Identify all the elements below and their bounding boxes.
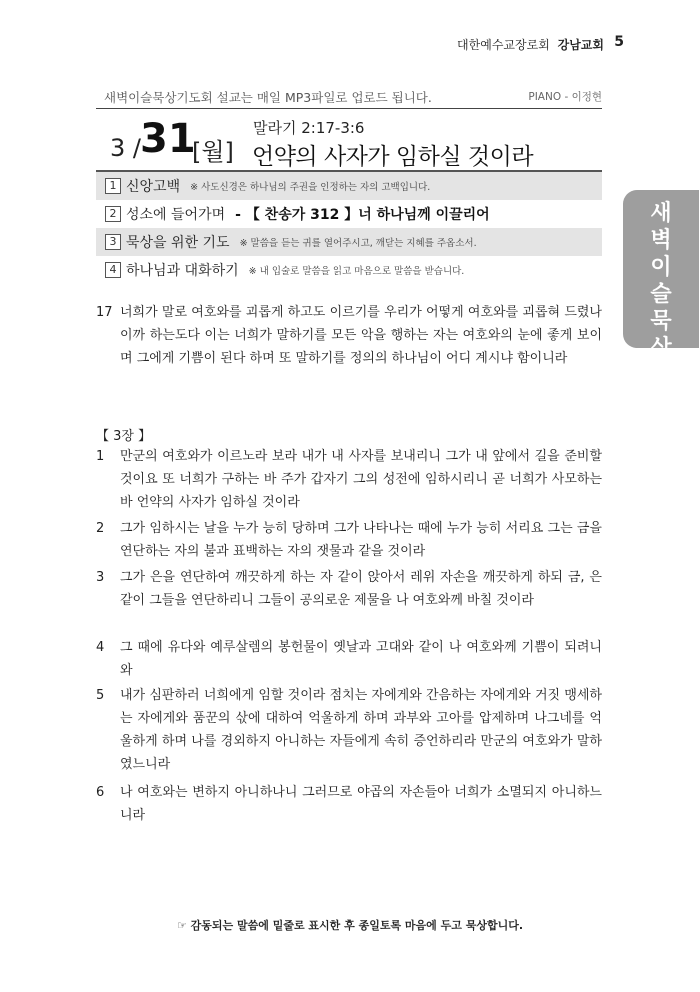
upload-notice <box>104 88 602 106</box>
step-number: 2 <box>105 206 121 222</box>
page-header <box>457 34 624 53</box>
step-label: 신앙고백 <box>126 179 181 195</box>
notice-divider <box>96 108 602 109</box>
verse-3-3 <box>96 566 602 612</box>
side-tab-label <box>623 200 699 362</box>
chapter-heading: 【 3장 】 <box>96 429 152 444</box>
church-name: 강남교회 <box>557 38 604 52</box>
verse-3-1 <box>96 445 602 514</box>
worship-steps <box>96 172 602 284</box>
sermon-title: 언약의 사자가 임하실 것이라 <box>252 144 534 170</box>
verse-text: 그가 은을 연단하여 깨끗하게 하는 자 같이 앉아서 레위 자손을 깨끗하게 하되 금, 은 같이 그들을 연단하리니 그들이 공의로운 제물을 나 여호와께 바칠 것이라 <box>120 570 602 608</box>
side-tab-char: 상 <box>650 336 672 361</box>
step-number: 4 <box>105 262 121 278</box>
side-tab-char: 슬 <box>650 282 672 307</box>
verse-number: 6 <box>96 785 105 800</box>
verse-number: 3 <box>96 570 105 585</box>
verse-text: 그가 임하시는 날을 누가 능히 당하며 그가 나타나는 때에 누가 능히 서리요 그는 금을 연단하는 자의 불과 표백하는 자의 잿물과 같을 것이라 <box>120 521 602 559</box>
side-tab-char: 묵 <box>650 309 672 334</box>
side-tab <box>623 190 699 361</box>
piano-credit: PIANO - 이정현 <box>528 91 602 103</box>
date-day: 31 <box>140 116 196 162</box>
step-number: 1 <box>105 178 121 194</box>
verse-text: 내가 심판하러 너희에게 임할 것이라 점치는 자에게와 간음하는 자에게와 거짓 맹세하는 자에게와 품꾼의 삯에 대하여 억울하게 하며 과부와 고아를 압제하며 나그네를 억울하게 하며 나를 경외하지 아니하는 자들에게 속히 증언하리라 만군의 여호와가 말하였느니라 <box>120 688 602 772</box>
step-note: ※ 말씀을 듣는 귀를 열어주시고, 깨닫는 지혜를 주옵소서. <box>239 238 477 249</box>
date-month: 3 / <box>110 134 141 162</box>
step-note: ※ 사도신경은 하나님의 주권을 인정하는 자의 고백입니다. <box>190 182 431 193</box>
verse-3-6 <box>96 781 602 827</box>
step-dialogue <box>96 256 602 284</box>
verse-text: 그 때에 유다와 예루살렘의 봉헌물이 옛날과 고대와 같이 나 여호와께 기쁨이 되려니와 <box>120 640 602 678</box>
verse-text: 너희가 말로 여호와를 괴롭게 하고도 이르기를 우리가 어떻게 여호와를 괴롭혀 드렸나이까 하는도다 이는 너희가 말하기를 모든 악을 행하는 자는 여호와의 눈에 좋게 보이며 그에게 기쁨이 된다 하며 또 말하기를 정의의 하나님이 어디 계시냐 함이니라 <box>120 305 602 366</box>
notice-text: 새벽이슬묵상기도회 설교는 매일 MP3파일로 업로드 됩니다. <box>104 90 432 105</box>
verse-2-17 <box>96 301 602 370</box>
hymn-info: - 【 찬송가 312 】너 하나님께 이끌리어 <box>235 207 490 223</box>
step-entering <box>96 200 602 228</box>
side-tab-char: 이 <box>650 255 672 280</box>
verse-number: 2 <box>96 521 105 536</box>
page-number: 5 <box>614 34 624 50</box>
verse-3-2 <box>96 517 602 563</box>
verse-number: 5 <box>96 688 105 703</box>
verse-number: 17 <box>96 305 113 320</box>
verse-text: 만군의 여호와가 이르노라 보라 내가 내 사자를 보내리니 그가 내 앞에서 길을 준비할 것이요 또 너희가 구하는 바 주가 갑자기 그의 성전에 임하시리니 곧 너희가 사모하는 바 언약의 사자가 임하실 것이라 <box>120 449 602 510</box>
verse-3-5 <box>96 684 602 776</box>
date-weekday: [월] <box>192 138 234 166</box>
verse-text: 나 여호와는 변하지 아니하나니 그러므로 야곱의 자손들아 너희가 소멸되지 아니하느니라 <box>120 785 602 823</box>
step-confession <box>96 172 602 200</box>
step-label: 묵상을 위한 기도 <box>126 235 230 251</box>
footer-instruction: ☞ 감동되는 말씀에 밑줄로 표시한 후 종일토록 마음에 두고 묵상합니다. <box>176 919 524 932</box>
side-tab-char: 벽 <box>650 228 672 253</box>
step-label: 하나님과 대화하기 <box>126 263 239 279</box>
verse-number: 1 <box>96 449 105 464</box>
step-note: ※ 내 입술로 말씀을 읽고 마음으로 말씀을 받습니다. <box>248 266 465 277</box>
step-prayer <box>96 228 602 256</box>
step-label: 성소에 들어가며 <box>126 207 226 223</box>
verse-3-4 <box>96 636 602 682</box>
org-name: 대한예수교장로회 <box>457 38 550 52</box>
side-tab-char: 새 <box>650 201 672 226</box>
verse-number: 4 <box>96 640 105 655</box>
scripture-reference: 말라기 2:17-3:6 <box>253 119 365 137</box>
step-number: 3 <box>105 234 121 250</box>
